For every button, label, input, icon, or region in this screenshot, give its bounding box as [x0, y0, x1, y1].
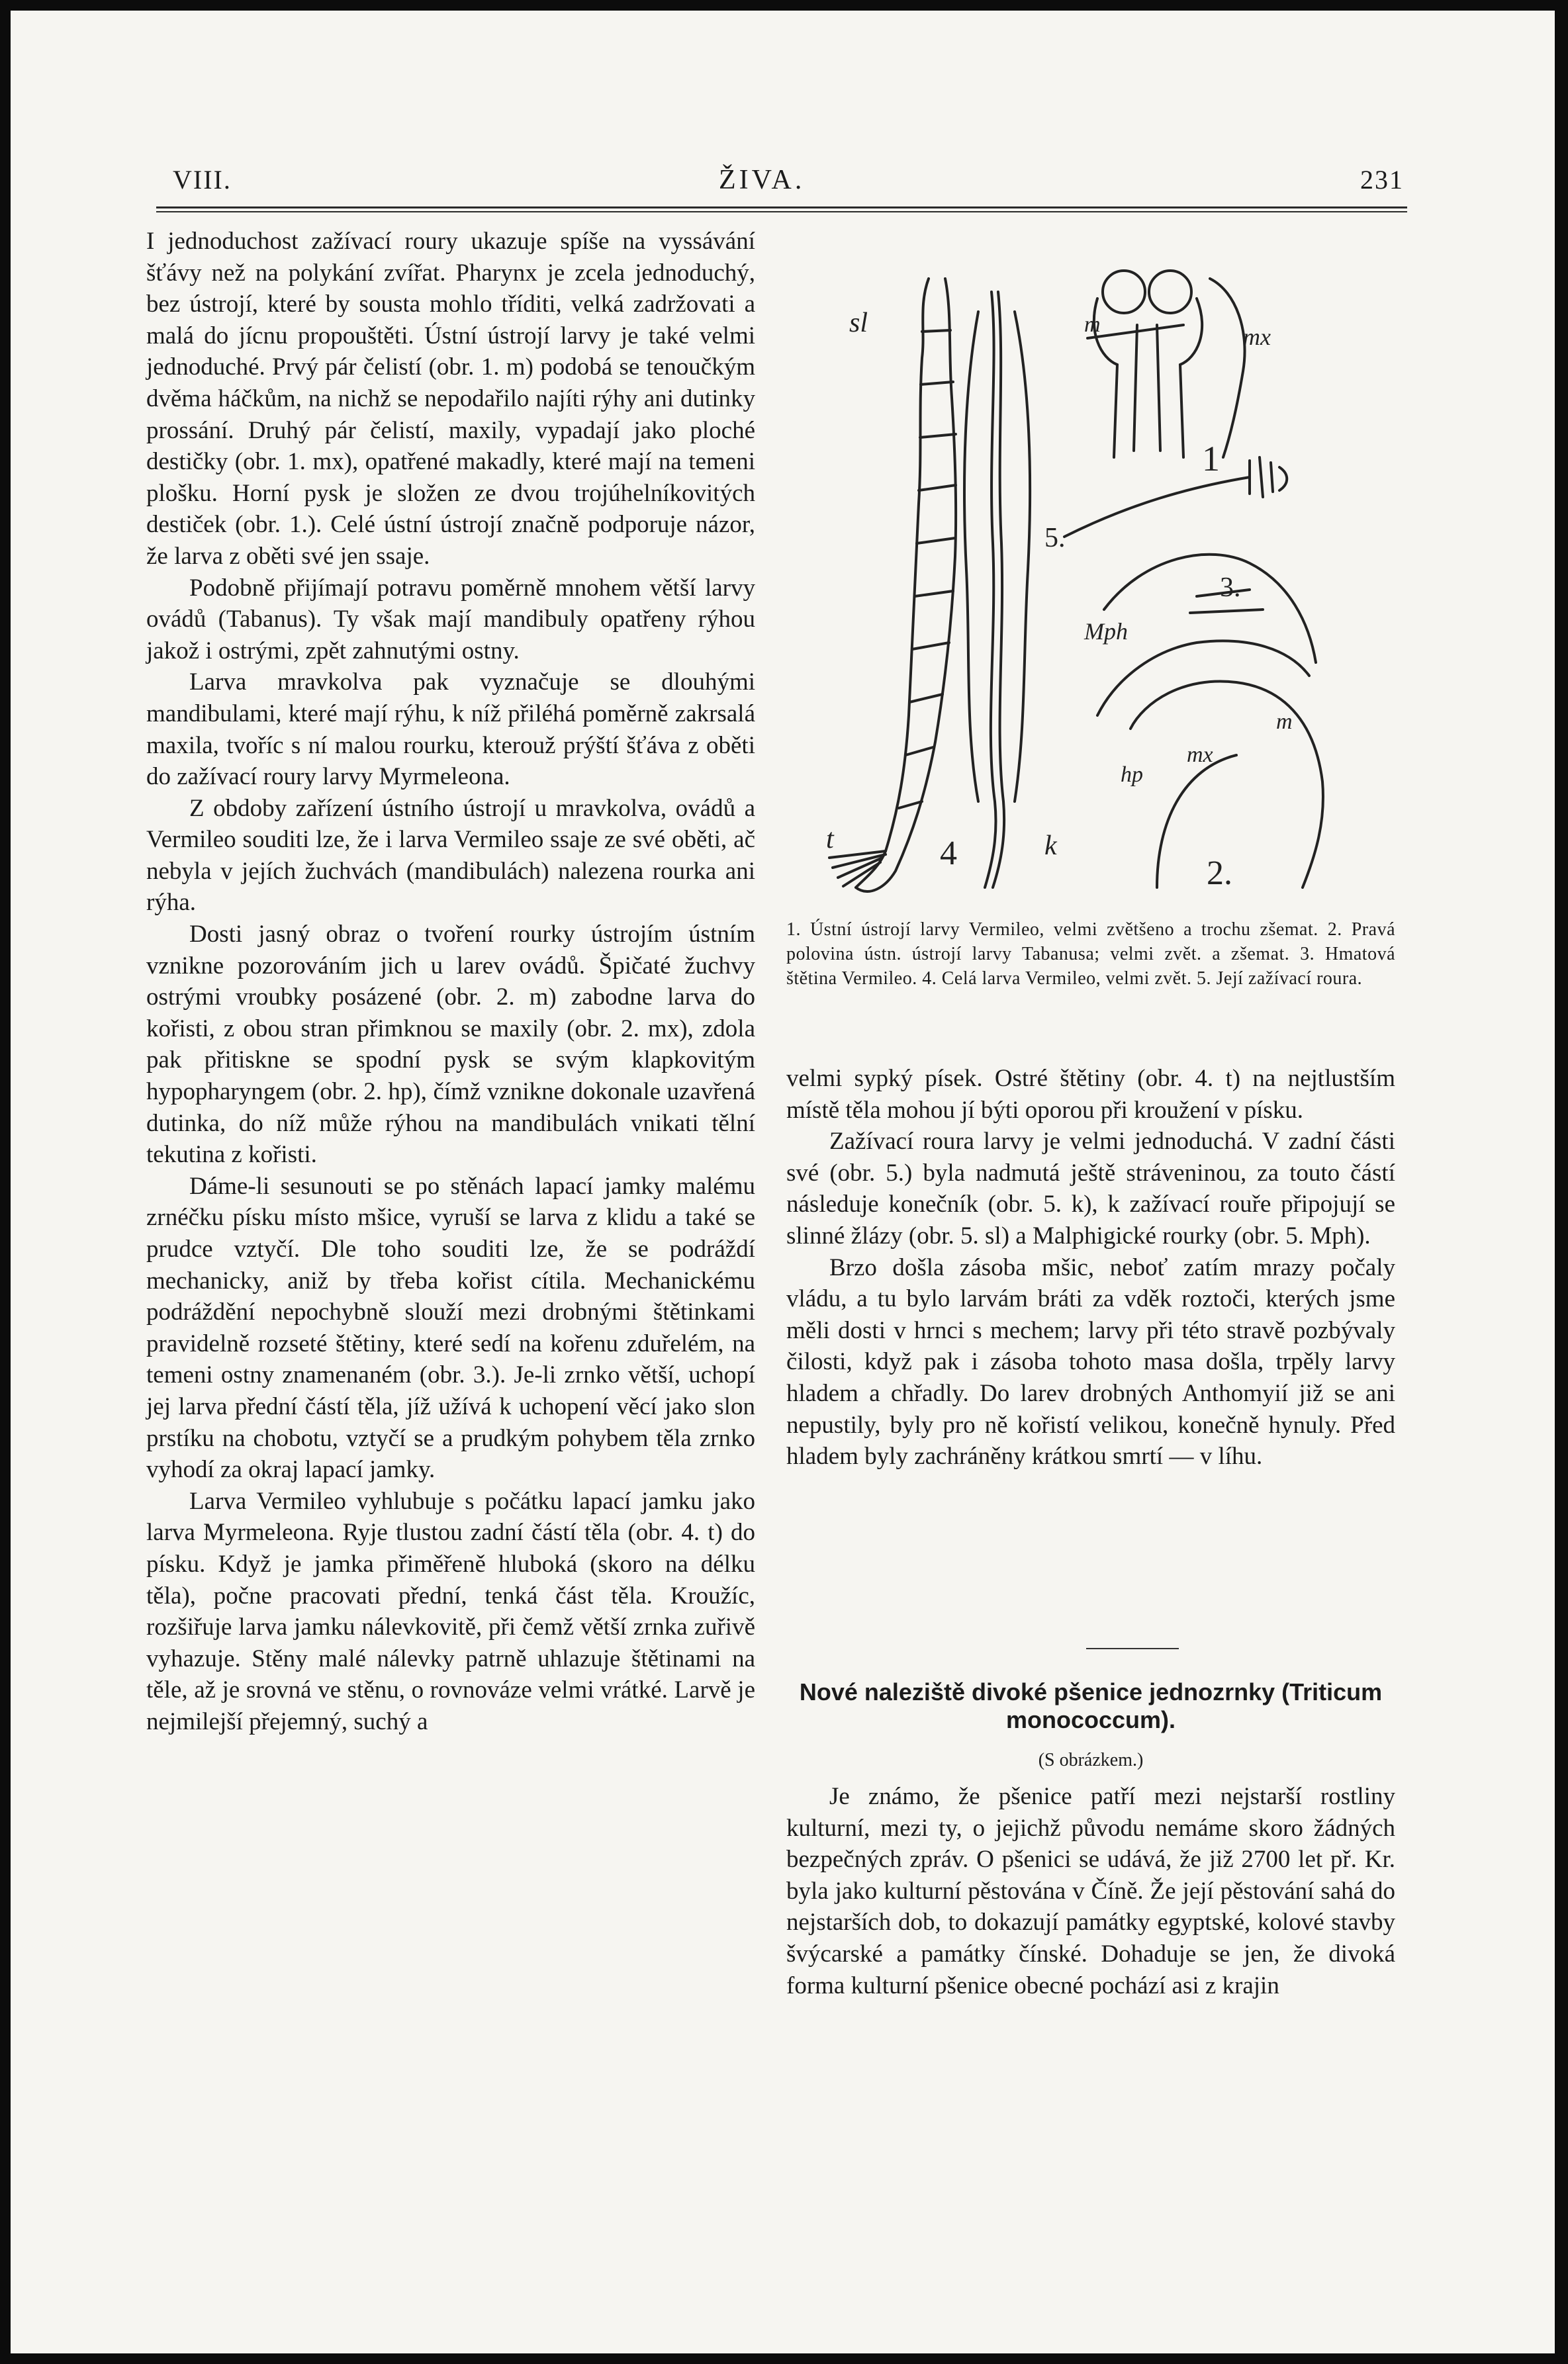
paragraph: Larva mravkolva pak vyznačuje se dlouhými mandibulami, které mají rýhu, k níž přiléhá poměrně zakrsalá maxila, tvoříc s ní malou rourku, kterouž prýští šťáva z oběti do zažívací roury larvy Myrmeleona. [146, 668, 755, 791]
figure-label: 3. [1220, 572, 1241, 603]
header-rule [156, 206, 1407, 208]
paragraph: Larva Vermileo vyhlubuje s počátku lapací jamku jako larva Myrmeleona. Ryje tlustou zadní částí těla (obr. 4. t) do písku. Když je jamka přiměřeně hluboká (skoro na délku těla), počne pracovati přední, tenká část těla. Kroužíc, rozšiřuje larva jamku nálevkovitě, při čemž větší zrnka zuřivě vyhazuje. Stěny malé nálevky patrně uhlazuje štětinami na těle, až je srovná ve stěnu, o rovnováze velmi vrátké. Larvě je nejmilejší přejemný, suchý a [146, 1487, 755, 1735]
paragraph: Z obdoby zařízení ústního ústrojí u mravkolva, ovádů a Vermileo souditi lze, že i larva Vermileo ssaje ze své oběti, ač nebyla v jejích žuchvách (mandibulách) nalezena rourka ani rýha. [146, 794, 755, 917]
paragraph: Podobně přijímají potravu poměrně mnohem větší larvy ovádů (Tabanus). Ty však mají mandibuly opatřeny rýhou jakož i ostrými, zpět zahnutými ostny. [146, 574, 755, 664]
figure-label: Mph [1084, 618, 1128, 645]
article-title: Nové naleziště divoké pšenice jednozrnky (Triticum monococcum). [799, 1678, 1383, 1733]
journal-title: ŽIVA. [719, 165, 806, 195]
article-subtitle: (S obrázkem.) [1038, 1750, 1144, 1770]
figure-label: m [1276, 709, 1293, 734]
figure-label: hp [1121, 762, 1143, 787]
figure-label: 4 [940, 835, 957, 872]
paragraph: Zažívací roura larvy je velmi jednoduchá. V zadní části své (obr. 5.) byla nadmutá ještě stráveninou, za touto částí následuje konečník (obr. 5. k), k zažívací rouře připojují se slinné žlázy (obr. 5. sl) a Malphigické rourky (obr. 5. Mph). [786, 1128, 1395, 1250]
right-column [786, 1063, 1395, 1473]
seta-drawing-3 [1064, 457, 1287, 537]
figure-caption: 1. Ústní ústrojí larvy Vermileo, velmi zvětšeno a trochu zšemat. 2. Pravá polovina ústn. ústrojí larvy Tabanusa; velmi zvět. a zšemat. 3. Hmatová štětina Vermileo. 4. Celá larva Vermileo, velmi zvět. 5. Její zažívací roura. [786, 919, 1395, 989]
section-divider [1086, 1648, 1179, 1649]
figure-label: sl [849, 308, 868, 338]
journal-page [11, 11, 1555, 2353]
figure-label: 5. [1044, 523, 1066, 553]
figure-label: k [1044, 831, 1057, 861]
paragraph: velmi sypký písek. Ostré štětiny (obr. 4. t) na nejtlustším místě těla mohou jí býti oporou při kroužení v písku. [786, 1065, 1395, 1124]
left-column [146, 226, 755, 1738]
paragraph: Dáme-li sesunouti se po stěnách lapací jamky malému zrnéčku písku místo mšice, vyruší se larva z klidu a také se prudce vztyčí. Dle toho souditi lze, že se podráždí mechanicky, aniž by třeba kořist cítila. Mechanickému podráždění nepochybně slouží mezi drobnými štětinkami pravidelně rozseté štětiny, které sedí na kořenu zduřelém, na temeni ostny znamenaném (obr. 3.). Je-li zrnko větší, uchopí jej larva přední částí těla, jíž užívá k uchopení věcí jako slon prstíku na chobotu, vztyčí se a prudkým pohybem těla zrnko vyhodí za okraj lapací jamky. [146, 1172, 755, 1484]
volume-number: VIII. [173, 165, 232, 195]
paragraph: Dosti jasný obraz o tvoření rourky ústrojím ústním vznikne pozorováním jich u larev ovádů. Špičaté žuchvy ostrými vroubky posázené (obr. 2. m) zabodne larva do kořisti, z obou stran přimknou se maxily (obr. 2. mx), zdola pak přitiskne se spodní pysk se svým klapkovitým hypopharyngem (obr. 2. hp), čímž vznikne dokonale uzavřená dutinka, do níž může rýhou na mandibulách vnikati tělní tekutina z kořisti. [146, 921, 755, 1169]
article-body [786, 1781, 1395, 2001]
figure-label: m [1084, 312, 1101, 337]
figure-label: t [826, 824, 834, 854]
figure-label: mx [1243, 324, 1271, 350]
figure-vermileo-larva [786, 252, 1408, 907]
figure-label: mx [1187, 743, 1213, 767]
mouthparts-drawing-1 [1087, 271, 1245, 457]
figure-label: 1 [1202, 439, 1220, 478]
running-header [173, 164, 1404, 204]
paragraph: I jednoduchost zažívací roury ukazuje spíše na vyssávání šťávy než na polykání zvířat. Pharynx je zcela jednoduchý, bez ústrojí, které by sousta mohlo tříditi, velká zadržovati a malá do jícnu propouštěti. Ústní ústrojí larvy je také velmi jednoduché. Prvý pár čelistí (obr. 1. m) podobá se tenoučkým dvěma háčkům, na nichž se nepodařilo najíti rýhy ani dutinky prossání. Druhý pár čelistí, maxily, vypadají jako ploché destičky (obr. 1. mx), opatřené makadly, které mají na temeni plošku. Horní pysk je složen ze dvou trojúhelníkovitých destiček (obr. 1.). Celé ústní ústrojí značně podporuje názor, že larva z oběti své jen ssaje. [146, 228, 755, 570]
page-number: 231 [1360, 165, 1404, 195]
digestive-tube-drawing [964, 292, 1030, 887]
paragraph: Brzo došla zásoba mšic, neboť zatím mrazy počaly vládu, a tu bylo larvám bráti za vděk roztoči, kterých jsme měli dosti v hrnci s mechem; larvy při této stravě pozbývaly čilosti, když pak i zásoba tohoto masa došla, trpěly larvy hladem a chřadly. Do larev drobných Anthomyií již se ani nepustily, byly pro ně kořistí velikou, konečně hynuly. Před hladem byly zachráněny krátkou smrtí — v líhu. [786, 1253, 1395, 1471]
figure-label: 2. [1207, 854, 1232, 892]
header-rule-thin [156, 211, 1407, 212]
larva-body-drawing [829, 279, 956, 891]
paragraph: Je známo, že pšenice patří mezi nejstarší rostliny kulturní, mezi ty, o jejichž původu nemáme skoro žádných bezpečných zpráv. O pšenici se udává, že již 2700 let př. Kr. byla jako kulturní pěstována v Číně. Že její pěstování sahá do nejstarších dob, to dokazují památky egyptské, kolové stavby švýcarské a památky čínské. Dohaduje se jen, že divoká forma kulturní pšenice obecné pochází asi z krajin [786, 1783, 1395, 1999]
